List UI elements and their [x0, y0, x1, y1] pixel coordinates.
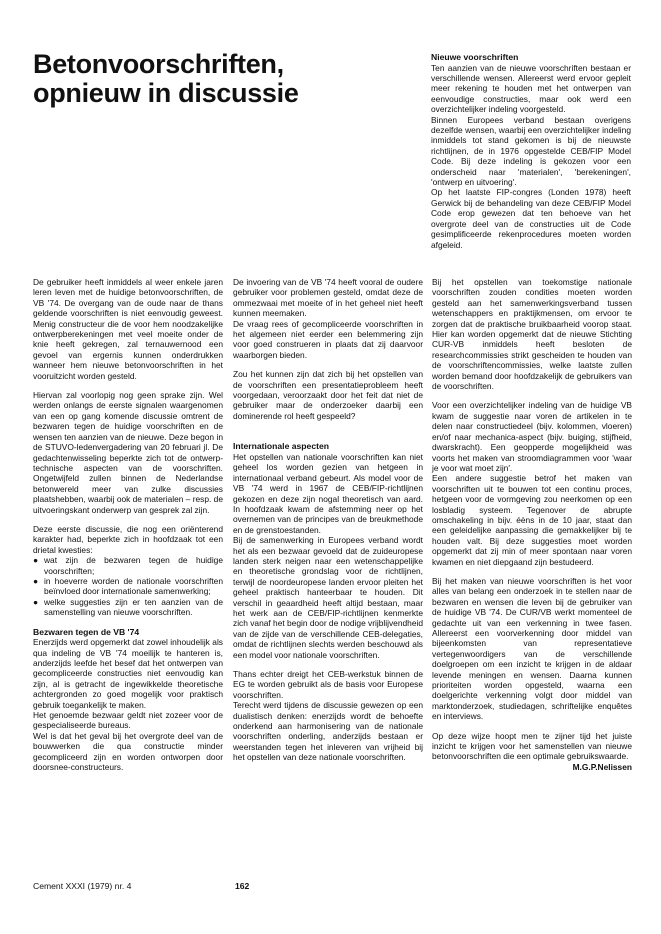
paragraph: Een andere suggestie betrof het maken van voorschriften uit te bouwen tot een continu proces, hetgeen voor de vormgeving zou neerkomen op een losbladig systeem. Tegenover de abrupte omschakeling in bijv. éèns in de 10 jaar, staat dan een geleidelijke aanpassing die gemakkelijker bij te houden valt. Bij deze suggesties moet worden opgemerkt dat zij min of meer spontaan naar voren kwamen en niet diepgaand zijn bestudeerd. [432, 473, 632, 567]
paragraph: De invoering van de VB '74 heeft vooral de oudere gebruiker voor problemen gesteld, omdat deze de ommezwaai met moeite of in het geheel niet heeft kunnen meemaken. [233, 277, 423, 319]
page-number: 162 [235, 881, 250, 891]
bullet-icon: ● [33, 575, 39, 586]
author-signature: M.G.P.Nelissen [572, 761, 632, 772]
paragraph: Het genoemde bezwaar geldt niet zozeer voor de gespecialiseerde bureaus. [33, 710, 223, 731]
paragraph: Op het laatste FIP-congres (Londen 1978) heeft Gerwick bij de behandeling van deze CEB/FIP Model Code erop gewezen dat ten behoeve van het overgrote deel van de constructies uit de Code gesimplificeerde rekenprocedures moeten worden afgeleid. [431, 187, 631, 250]
paragraph: Enerzijds werd opgemerkt dat zowel inhoudelijk als qua indeling de VB '74 moeilijk te hanteren is, anderzijds leefde het besef dat het ontwerpen van gecompliceerde constructies niet eenvoudig kan zijn, al is getracht de ingewikkelde theoretische achtergronden zo goed mogelijk voor praktisch gebruik toegankelijk te maken. [33, 637, 223, 710]
intro-column [431, 52, 631, 259]
paragraph: Bij het maken van nieuwe voorschriften is het voor alles van belang een onderzoek in te stellen naar de bezwaren en wensen die leven bij de gebruiker van de huidige VB '74. De CUR/VB werkt momenteel de gedachte uit van een verkenning in twee fasen. Allereerst een voorverkenning door middel van bijeenkomsten van representatieve vertegenwoordigers van de verschillende doelgroepen om een inzicht te krijgen in de aldaar levende meningen en wensen. Daarna kunnen prioriteiten worden opgesteld, waarna een doelgerichte verkenning volgt door middel van marktonderzoek, studiedagen, schriftelijke enquêtes en interviews. [432, 575, 632, 722]
section-heading-internationale-aspecten: Internationale aspecten [233, 441, 329, 452]
paragraph: Op deze wijze hoopt men te zijner tijd het juiste inzicht te krijgen voor het samenstellen van nieuwe betonvoorschriften die een optimale gebruikswaarde. [432, 730, 632, 762]
journal-reference: Cement XXXI (1979) nr. 4 [33, 881, 132, 891]
column-1 [33, 277, 223, 781]
paragraph: De vraag rees of gecompliceerde voorschriften in het algemeen niet eerder een belemmering zijn voor goed construeren in plaats dat zij daarvoor waarborgen bieden. [233, 318, 423, 360]
bullet-icon: ● [33, 555, 39, 566]
section-heading-bezwaren: Bezwaren tegen de VB '74 [33, 626, 140, 637]
list-item: ● welke suggesties zijn er ten aanzien van de samenstelling van nieuwe voorschriften. [33, 596, 223, 618]
paragraph: Terecht werd tijdens de discussie gewezen op een dualistisch denken: enerzijds wordt de behoefte onderkend aan harmonisering van de nationale voorschriften onderling, anderzijds bestaan er weerstanden tegen het inleveren van vrijheid bij het opstellen van deze nationale voorschriften. [233, 700, 423, 763]
section-heading-nieuwe-voorschriften: Nieuwe voorschriften [431, 52, 519, 62]
list-item: ● wat zijn de bezwaren tegen de huidige voorschriften; [33, 555, 223, 576]
column-2 [233, 277, 423, 772]
paragraph: Het opstellen van nationale voorschriften kan niet geheel los worden gezien van hetgeen in internationaal verband gebeurt. Als model voor de VB '74 werd in 1967 de CEB/FIP-richtlijnen gekozen en deze zijn nogal theoretisch van aard. In hoofdzaak kwam de afstemming neer op het overnemen van de principes van de breukmethode en de grenstoestanden. [233, 451, 423, 535]
question-list [33, 555, 223, 617]
paragraph: Ten aanzien van de nieuwe voorschriften bestaan er verschillende wensen. Allereerst werd ervoor gepleit meer rekening te houden met het ontwerpen van eenvoudige constructies, maar ook werd een overzichtelijker indeling voorgesteld. [431, 62, 631, 115]
bullet-icon: ● [33, 596, 39, 607]
paragraph: Zou het kunnen zijn dat zich bij het opstellen van de voorschriften een presentatieprobleem heeft voorgedaan, veroorzaakt door het feit dat niet de gebruiker maar de onderzoeker daarbij een dominerende rol heeft gespeeld? [233, 369, 423, 421]
paragraph: De gebruiker heeft inmiddels al weer enkele jaren leren leven met de huidige betonvoorschriften, de VB '74. De overgang van de oude naar de thans geldende voorschriften is niet eenvoudig geweest. Menig constructeur die de voor hem noodzakelijke ontwerpberekeningen met veel moeite onder de knie heeft gekregen, zal ternauwernood een gevoel van ergernis kunnen onderdrukken wanneer hem nieuwe betonvoorschriften in het vooruitzicht worden gesteld. [33, 277, 223, 381]
title-line-1: Betonvoorschriften, [33, 49, 284, 79]
article-title [33, 50, 363, 108]
column-3 [432, 277, 632, 772]
paragraph: Bij de samenwerking in Europees verband wordt het als een bezwaar gevoeld dat de zuideuropese landen sterk neigen naar een wetenschappelijke en theoretische grondslag voor de richtlijnen, terwijl de noordeuropese landen ervoor pleiten het geheel praktisch hanteerbaar te houden. Dit verschil in geaardheid heeft altijd bestaan, maar het werk aan de CEB/FIP-richtlijnen kenmerkte zich vanaf het begin door de nodige vrijblijvendheid van de zijde van de verschillende CEB-delegaties, omdat de richtlijnen slechts werden beschouwd als een model voor nationale voorschriften. [233, 535, 423, 660]
paragraph: Thans echter dreigt het CEB-werkstuk binnen de EG te worden gebruikt als de basis voor Europese voorschriften. [233, 669, 423, 700]
paragraph: Hiervan zal voorlopig nog geen sprake zijn. Wel werden onlangs de eerste signalen waargenomen van een op gang komende discussie omtrent de bezwaren tegen de huidige voorschriften en de wensen ten aanzien van de nieuwe. Deze begon in de STUVO-ledenvergadering van 20 februari jl. De gedachtenwisseling beperkte zich tot de ontwerp-technische aspecten van de voorschriften. Ongetwijfeld zullen binnen de Nederlandse betonwereld meer van zulke discussies plaatshebben, waarbij ook de materialen – resp. de uitvoeringskant onderwerp van gesprek zal zijn. [33, 390, 223, 515]
paragraph: Binnen Europees verband bestaan overigens dezelfde wensen, waarbij een overzichtelijker indeling inmiddels tot stand gekomen is bij de nieuwste richtlijnen, de in 1976 opgestelde CEB/FIP Model Code. Bij deze indeling is gekozen voor een onderscheid naar 'materialen', 'berekeningen', 'ontwerp en uitvoering'. [431, 114, 631, 188]
title-line-2: opnieuw in discussie [33, 78, 299, 108]
list-item: ● in hoeverre worden de nationale voorschriften beïnvloed door internationale samenwerking; [33, 575, 223, 597]
paragraph: Bij het opstellen van toekomstige nationale voorschriften zouden condities moeten worden gesteld aan het samenwerkingsverband tussen wetenschappers en praktijkmensen, om ervoor te zorgen dat de praktische bruikbaarheid voorop staat. Hier kan worden opgemerkt dat de nieuwe Stichting CUR-VB inmiddels heeft besloten de researchcommissies strikt gescheiden te houden van de voorschriftencommissies, welke laatste zullen worden bemand door hoofdzakelijk de gebruikers van de voorschriften. [432, 277, 632, 392]
paragraph: Wel is dat het geval bij het overgrote deel van de bouwwerken die qua constructie minder gecompliceerd zijn en worden ontworpen door doorsnee-constructeurs. [33, 730, 223, 773]
paragraph: Deze eerste discussie, die nog een oriënterend karakter had, beperkte zich in hoofdzaak tot een drietal kwesties: [33, 523, 223, 555]
paragraph: Voor een overzichtelijker indeling van de huidige VB kwam de suggestie naar voren de artikelen in te delen naar constructiedeel (bijv. kolommen, vloeren) en/of naar mechanica-aspect (bijv. buiging, stijfheid, dwarskracht). Een geopperde mogelijkheid was voorts het maken van stroomdiagrammen voor 'waar je voor wat moet zijn'. [432, 400, 632, 473]
